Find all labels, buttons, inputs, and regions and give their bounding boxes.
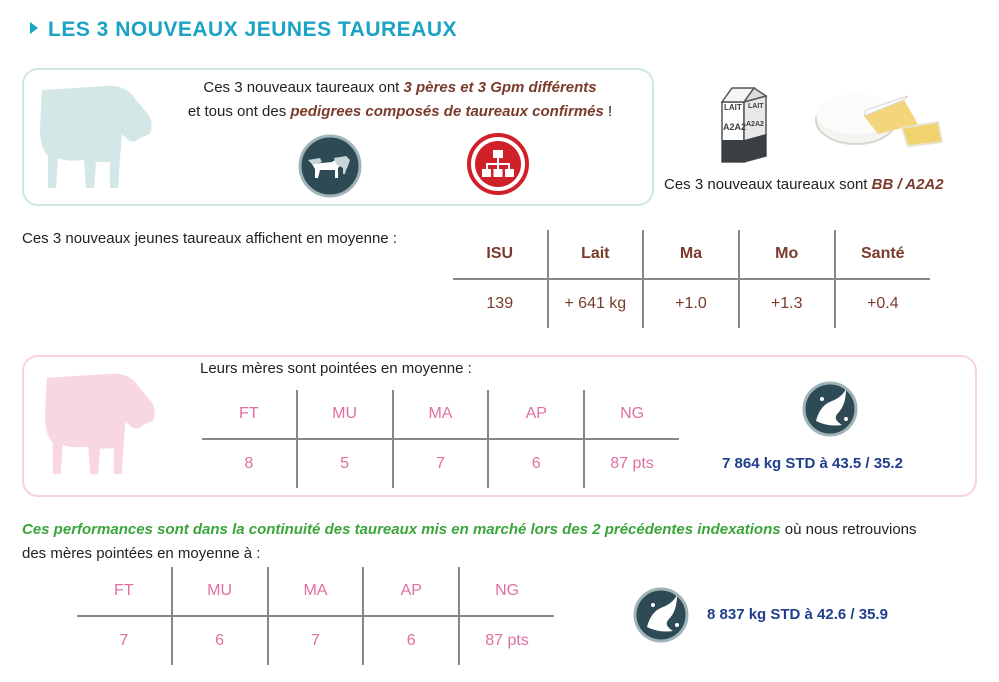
- herd-icon: [298, 134, 362, 198]
- value-cell: 7: [119, 632, 129, 649]
- value-cell: 6: [172, 616, 268, 665]
- table-row: [453, 279, 930, 328]
- mothers-milk-stat: 7 864 kg STD à 43.5 / 35.2: [722, 455, 903, 472]
- header-cell: MU: [297, 390, 393, 439]
- value-cell: + 641 kg: [548, 279, 644, 328]
- header-cell: AP: [488, 390, 584, 439]
- previous-milk-stat: 8 837 kg STD à 42.6 / 35.9: [707, 606, 888, 623]
- value-cell: 6: [363, 616, 459, 665]
- averages-intro: Ces 3 nouveaux jeunes taureaux affichent en moyenne :: [22, 230, 397, 247]
- table-header-row: [77, 567, 554, 616]
- table-row: [202, 439, 679, 488]
- table-header-row: [453, 230, 930, 279]
- value-cell: +1.0: [643, 279, 739, 328]
- value-cell: 6: [488, 439, 584, 488]
- value-cell: 5: [297, 439, 393, 488]
- header-cell: FT: [77, 567, 172, 616]
- play-arrow-icon: [30, 22, 38, 34]
- header-cell: Mo: [739, 230, 835, 279]
- svg-text:LAIT: LAIT: [724, 103, 742, 112]
- header-cell: MA: [268, 567, 364, 616]
- cow-silhouette-icon: [36, 78, 156, 194]
- value-cell: 7: [393, 439, 489, 488]
- value-cell: 87 pts: [584, 439, 679, 488]
- bb-a2a2-text: Ces 3 nouveaux taureaux sont BB / A2A2: [664, 176, 944, 193]
- header-cell: NG: [459, 567, 554, 616]
- mothers-intro: Leurs mères sont pointées en moyenne :: [200, 360, 472, 377]
- header-cell: ISU: [453, 230, 548, 279]
- value-cell: +0.4: [835, 279, 930, 328]
- cheese-icon: [808, 84, 948, 160]
- svg-text:A2A2: A2A2: [746, 121, 764, 128]
- milk-carton-icon: [718, 84, 770, 164]
- averages-table: [453, 230, 930, 328]
- table-header-row: [202, 390, 679, 439]
- cow-silhouette-pink-icon: [34, 366, 166, 480]
- mothers-table: [202, 390, 679, 488]
- header-cell: NG: [584, 390, 679, 439]
- header-cell: AP: [363, 567, 459, 616]
- header-cell: Santé: [835, 230, 930, 279]
- header-cell: Lait: [548, 230, 644, 279]
- header-cell: Ma: [643, 230, 739, 279]
- page-title: LES 3 NOUVEAUX JEUNES TAUREAUX: [30, 18, 457, 42]
- table-row: [77, 616, 554, 665]
- header-cell: FT: [202, 390, 297, 439]
- value-cell: 7: [268, 616, 364, 665]
- value-cell: +1.3: [739, 279, 835, 328]
- svg-text:LAIT: LAIT: [748, 103, 764, 110]
- value-cell: 87 pts: [459, 616, 554, 665]
- header-cell: MA: [393, 390, 489, 439]
- pedigree-text: Ces 3 nouveaux taureaux ont 3 pères et 3 Gpm différents et tous ont des pedigrees composés de taureaux confirmés !: [187, 79, 613, 120]
- header-cell: MU: [172, 567, 268, 616]
- value-cell: 8: [244, 455, 254, 472]
- pedigree-tree-icon: [466, 132, 530, 196]
- milk-splash-icon: [802, 381, 858, 437]
- value-cell: 139: [486, 295, 514, 312]
- previous-table: [77, 567, 554, 665]
- milk-splash-icon: [633, 587, 689, 643]
- svg-text:A2A2: A2A2: [723, 122, 747, 132]
- previous-sentence: Ces performances sont dans la continuité des taureaux mis en marché lors des 2 précédentes indexations où nous retrouvions des mères pointées en moyenne à :: [22, 521, 917, 562]
